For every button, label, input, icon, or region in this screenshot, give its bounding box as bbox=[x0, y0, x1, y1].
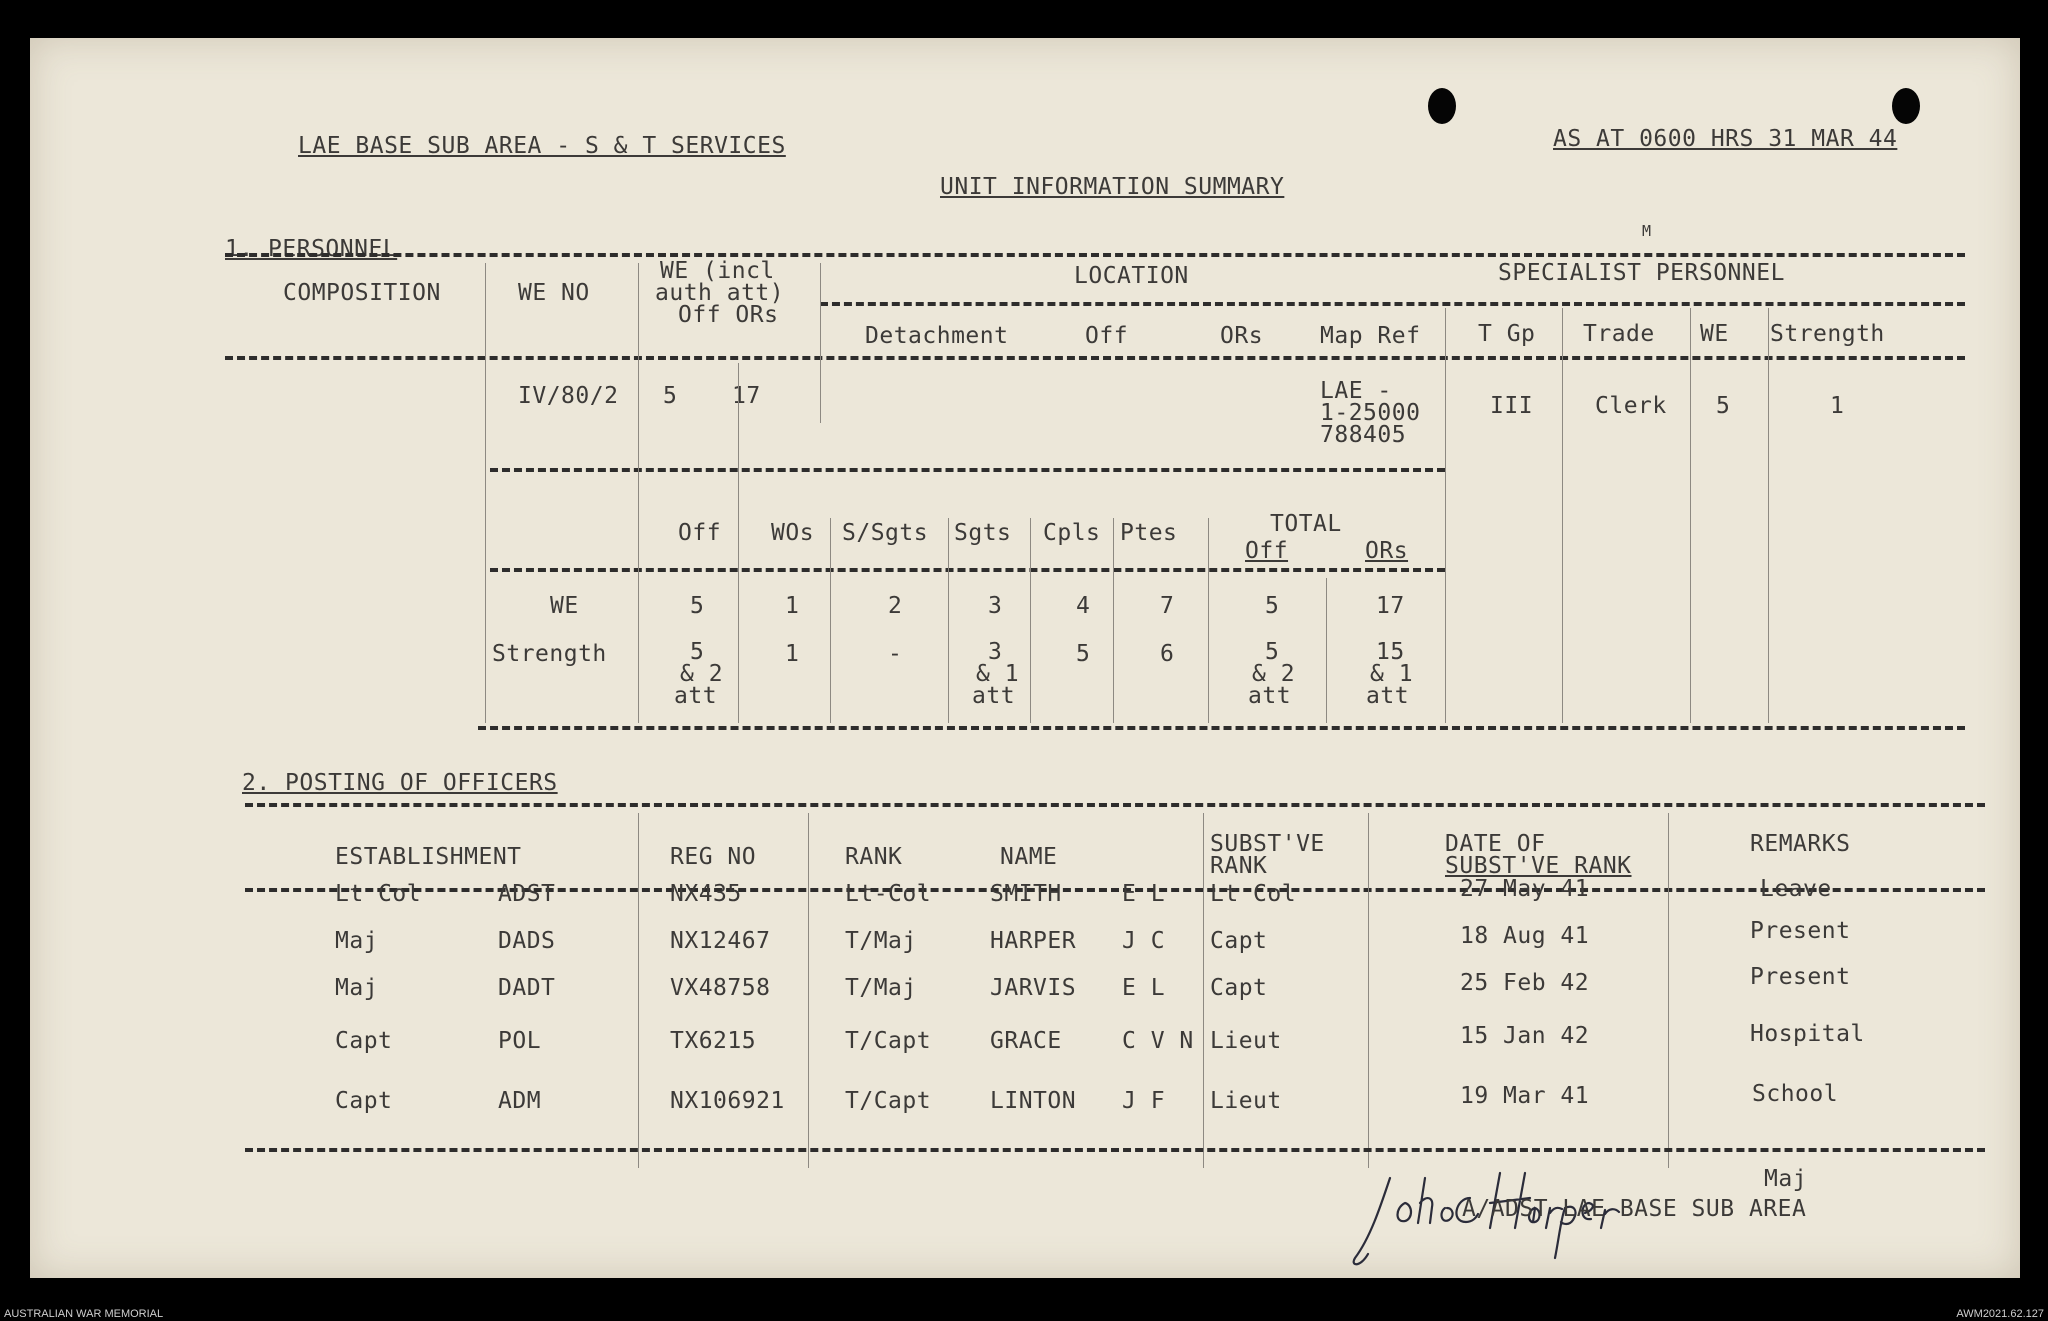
grid-line bbox=[1690, 308, 1691, 723]
grid-line bbox=[1208, 518, 1209, 723]
rank-hdr-ssgts: S/Sgts bbox=[842, 520, 929, 546]
strength-total-ors-1: 15 bbox=[1376, 639, 1405, 665]
grid-line bbox=[738, 363, 739, 723]
col-rank: RANK bbox=[845, 844, 903, 870]
est-rank: Lt Col bbox=[335, 881, 422, 907]
grid-line bbox=[1668, 813, 1669, 1168]
subst-rank: Lieut bbox=[1210, 1028, 1282, 1054]
col-we-incl-1: WE (incl bbox=[660, 258, 775, 284]
strength-total-off-1: 5 bbox=[1265, 639, 1280, 665]
reg-no: NX12467 bbox=[670, 928, 771, 954]
grid-line bbox=[1368, 813, 1369, 1168]
rank-hdr-off: Off bbox=[678, 520, 722, 546]
col-loc-ors: ORs bbox=[1220, 323, 1264, 349]
rank: Lt-Col bbox=[845, 881, 932, 907]
we-row-cpls: 4 bbox=[1076, 593, 1091, 619]
rank-hdr-wos: WOs bbox=[771, 520, 815, 546]
rule bbox=[225, 356, 1965, 360]
section-2-heading: 2. POSTING OF OFFICERS bbox=[242, 770, 558, 796]
est-rank: Maj bbox=[335, 928, 379, 954]
remarks: School bbox=[1752, 1081, 1839, 1107]
surname: LINTON bbox=[990, 1088, 1077, 1114]
est-appt: ADM bbox=[498, 1088, 542, 1114]
col-spec-strength: Strength bbox=[1770, 321, 1885, 347]
we-row-off: 5 bbox=[690, 593, 705, 619]
spec-we-value: 5 bbox=[1716, 393, 1731, 419]
we-no-value: IV/80/2 bbox=[518, 383, 619, 409]
subst-date: 15 Jan 42 bbox=[1460, 1023, 1590, 1049]
grid-line bbox=[1030, 518, 1031, 723]
rule bbox=[245, 1148, 1985, 1152]
grid-line bbox=[830, 518, 831, 723]
rank: T/Capt bbox=[845, 1088, 932, 1114]
col-loc-off: Off bbox=[1085, 323, 1129, 349]
rule bbox=[490, 568, 1445, 572]
strength-ssgts: - bbox=[888, 641, 903, 667]
we-row-wos: 1 bbox=[785, 593, 800, 619]
footer-left: AUSTRALIAN WAR MEMORIAL bbox=[4, 1308, 164, 1320]
we-ors-value: 17 bbox=[732, 383, 761, 409]
subst-rank: Lt Col bbox=[1210, 881, 1297, 907]
subst-date: 25 Feb 42 bbox=[1460, 970, 1590, 996]
col-specialist: SPECIALIST PERSONNEL bbox=[1498, 260, 1785, 286]
strength-off-3: att bbox=[674, 683, 718, 709]
strength-total-ors-3: att bbox=[1366, 683, 1410, 709]
rule bbox=[478, 726, 1965, 730]
grid-line bbox=[808, 813, 809, 1168]
est-rank: Maj bbox=[335, 975, 379, 1001]
map-ref-1: LAE - bbox=[1320, 378, 1392, 404]
map-ref-3: 788405 bbox=[1320, 422, 1407, 448]
grid-line bbox=[1326, 578, 1327, 723]
strength-total-ors-2: & 1 bbox=[1370, 661, 1414, 687]
initials: E L bbox=[1122, 975, 1166, 1001]
footer-right: AWM2021.62.127 bbox=[1956, 1308, 2044, 1320]
est-appt: DADT bbox=[498, 975, 556, 1001]
we-off-value: 5 bbox=[663, 383, 678, 409]
surname: JARVIS bbox=[990, 975, 1077, 1001]
section-1-heading: 1. PERSONNEL bbox=[225, 236, 398, 262]
we-row-total-ors: 17 bbox=[1376, 593, 1405, 619]
subst-rank: Capt bbox=[1210, 928, 1268, 954]
est-appt: ADST bbox=[498, 881, 556, 907]
col-remarks: REMARKS bbox=[1750, 831, 1851, 857]
document-page bbox=[30, 38, 2020, 1278]
grid-line bbox=[638, 813, 639, 1168]
reg-no: TX6215 bbox=[670, 1028, 757, 1054]
strength-row-label: Strength bbox=[492, 641, 607, 667]
initials: J C bbox=[1122, 928, 1166, 954]
grid-line bbox=[1562, 308, 1563, 723]
est-rank: Capt bbox=[335, 1088, 393, 1114]
strength-wos: 1 bbox=[785, 641, 800, 667]
col-substve: SUBST'VE bbox=[1210, 831, 1325, 857]
col-establishment: ESTABLISHMENT bbox=[335, 844, 522, 870]
we-row-ptes: 7 bbox=[1160, 593, 1175, 619]
remarks: Present bbox=[1750, 964, 1851, 990]
surname: HARPER bbox=[990, 928, 1077, 954]
est-appt: POL bbox=[498, 1028, 542, 1054]
punch-hole bbox=[1428, 88, 1456, 124]
grid-line bbox=[820, 263, 821, 423]
t-gp-value: III bbox=[1490, 393, 1534, 419]
rule bbox=[245, 803, 1985, 807]
col-we-incl-2: auth att) bbox=[655, 280, 785, 306]
signatory-rank: Maj bbox=[1764, 1166, 1808, 1192]
total-hdr-off: Off bbox=[1245, 538, 1289, 564]
rule bbox=[490, 468, 1445, 472]
col-location: LOCATION bbox=[1074, 263, 1189, 289]
rank: T/Capt bbox=[845, 1028, 932, 1054]
initials: J F bbox=[1122, 1088, 1166, 1114]
surname: GRACE bbox=[990, 1028, 1062, 1054]
est-appt: DADS bbox=[498, 928, 556, 954]
strength-off-1: 5 bbox=[690, 639, 705, 665]
rule bbox=[820, 302, 1965, 306]
strength-sgts-1: 3 bbox=[988, 639, 1003, 665]
strength-sgts-3: att bbox=[972, 683, 1016, 709]
grid-line bbox=[485, 263, 486, 723]
col-spec-we: WE bbox=[1700, 321, 1729, 347]
grid-line bbox=[1445, 308, 1446, 723]
col-detachment: Detachment bbox=[865, 323, 1009, 349]
subst-rank: Lieut bbox=[1210, 1088, 1282, 1114]
surname: SMITH bbox=[990, 881, 1062, 907]
col-date-of: DATE OF bbox=[1445, 831, 1546, 857]
punch-hole bbox=[1892, 88, 1920, 124]
strength-total-off-3: att bbox=[1248, 683, 1292, 709]
rule bbox=[225, 253, 1965, 257]
we-row-label: WE bbox=[550, 593, 579, 619]
grid-line bbox=[1113, 518, 1114, 723]
subst-date: 18 Aug 41 bbox=[1460, 923, 1590, 949]
signatory-title: A/ADST LAE BASE SUB AREA bbox=[1462, 1196, 1807, 1222]
subst-date: 27 May 41 bbox=[1460, 876, 1590, 902]
est-rank: Capt bbox=[335, 1028, 393, 1054]
strength-total-off-2: & 2 bbox=[1252, 661, 1296, 687]
header-date: AS AT 0600 HRS 31 MAR 44 bbox=[1553, 126, 1898, 152]
initials: E L bbox=[1122, 881, 1166, 907]
grid-line bbox=[1768, 308, 1769, 723]
strength-off-2: & 2 bbox=[680, 661, 724, 687]
document-title: UNIT INFORMATION SUMMARY bbox=[940, 174, 1285, 200]
col-t-gp: T Gp bbox=[1478, 321, 1536, 347]
col-we-incl-3: Off ORs bbox=[678, 302, 779, 328]
strength-ptes: 6 bbox=[1160, 641, 1175, 667]
grid-line bbox=[638, 263, 639, 723]
stray-mark: M bbox=[1642, 222, 1652, 240]
rank-hdr-ptes: Ptes bbox=[1120, 520, 1178, 546]
strength-sgts-2: & 1 bbox=[976, 661, 1020, 687]
col-substve-rank: RANK bbox=[1210, 853, 1268, 879]
remarks: Present bbox=[1750, 918, 1851, 944]
col-reg-no: REG NO bbox=[670, 844, 757, 870]
col-we-no: WE NO bbox=[518, 280, 590, 306]
col-composition: COMPOSITION bbox=[283, 280, 441, 306]
rank: T/Maj bbox=[845, 975, 917, 1001]
total-hdr: TOTAL bbox=[1270, 511, 1342, 537]
we-row-total-off: 5 bbox=[1265, 593, 1280, 619]
remarks: Leave bbox=[1760, 876, 1832, 902]
strength-cpls: 5 bbox=[1076, 641, 1091, 667]
col-trade: Trade bbox=[1583, 321, 1655, 347]
map-ref-2: 1-25000 bbox=[1320, 400, 1421, 426]
header-unit: LAE BASE SUB AREA - S & T SERVICES bbox=[298, 133, 786, 159]
reg-no: VX48758 bbox=[670, 975, 771, 1001]
reg-no: NX106921 bbox=[670, 1088, 785, 1114]
rank-hdr-cpls: Cpls bbox=[1043, 520, 1101, 546]
initials: C V N bbox=[1122, 1028, 1194, 1054]
subst-rank: Capt bbox=[1210, 975, 1268, 1001]
total-hdr-ors: ORs bbox=[1365, 538, 1409, 564]
col-date-substve-rank: SUBST'VE RANK bbox=[1445, 853, 1632, 879]
grid-line bbox=[1203, 813, 1204, 1168]
spec-strength-value: 1 bbox=[1830, 393, 1845, 419]
subst-date: 19 Mar 41 bbox=[1460, 1083, 1590, 1109]
reg-no: NX435 bbox=[670, 881, 742, 907]
col-name: NAME bbox=[1000, 844, 1058, 870]
col-map-ref: Map Ref bbox=[1320, 323, 1421, 349]
rank-hdr-sgts: Sgts bbox=[954, 520, 1012, 546]
grid-line bbox=[948, 518, 949, 723]
we-row-sgts: 3 bbox=[988, 593, 1003, 619]
remarks: Hospital bbox=[1750, 1021, 1865, 1047]
we-row-ssgts: 2 bbox=[888, 593, 903, 619]
rank: T/Maj bbox=[845, 928, 917, 954]
trade-value: Clerk bbox=[1595, 393, 1667, 419]
